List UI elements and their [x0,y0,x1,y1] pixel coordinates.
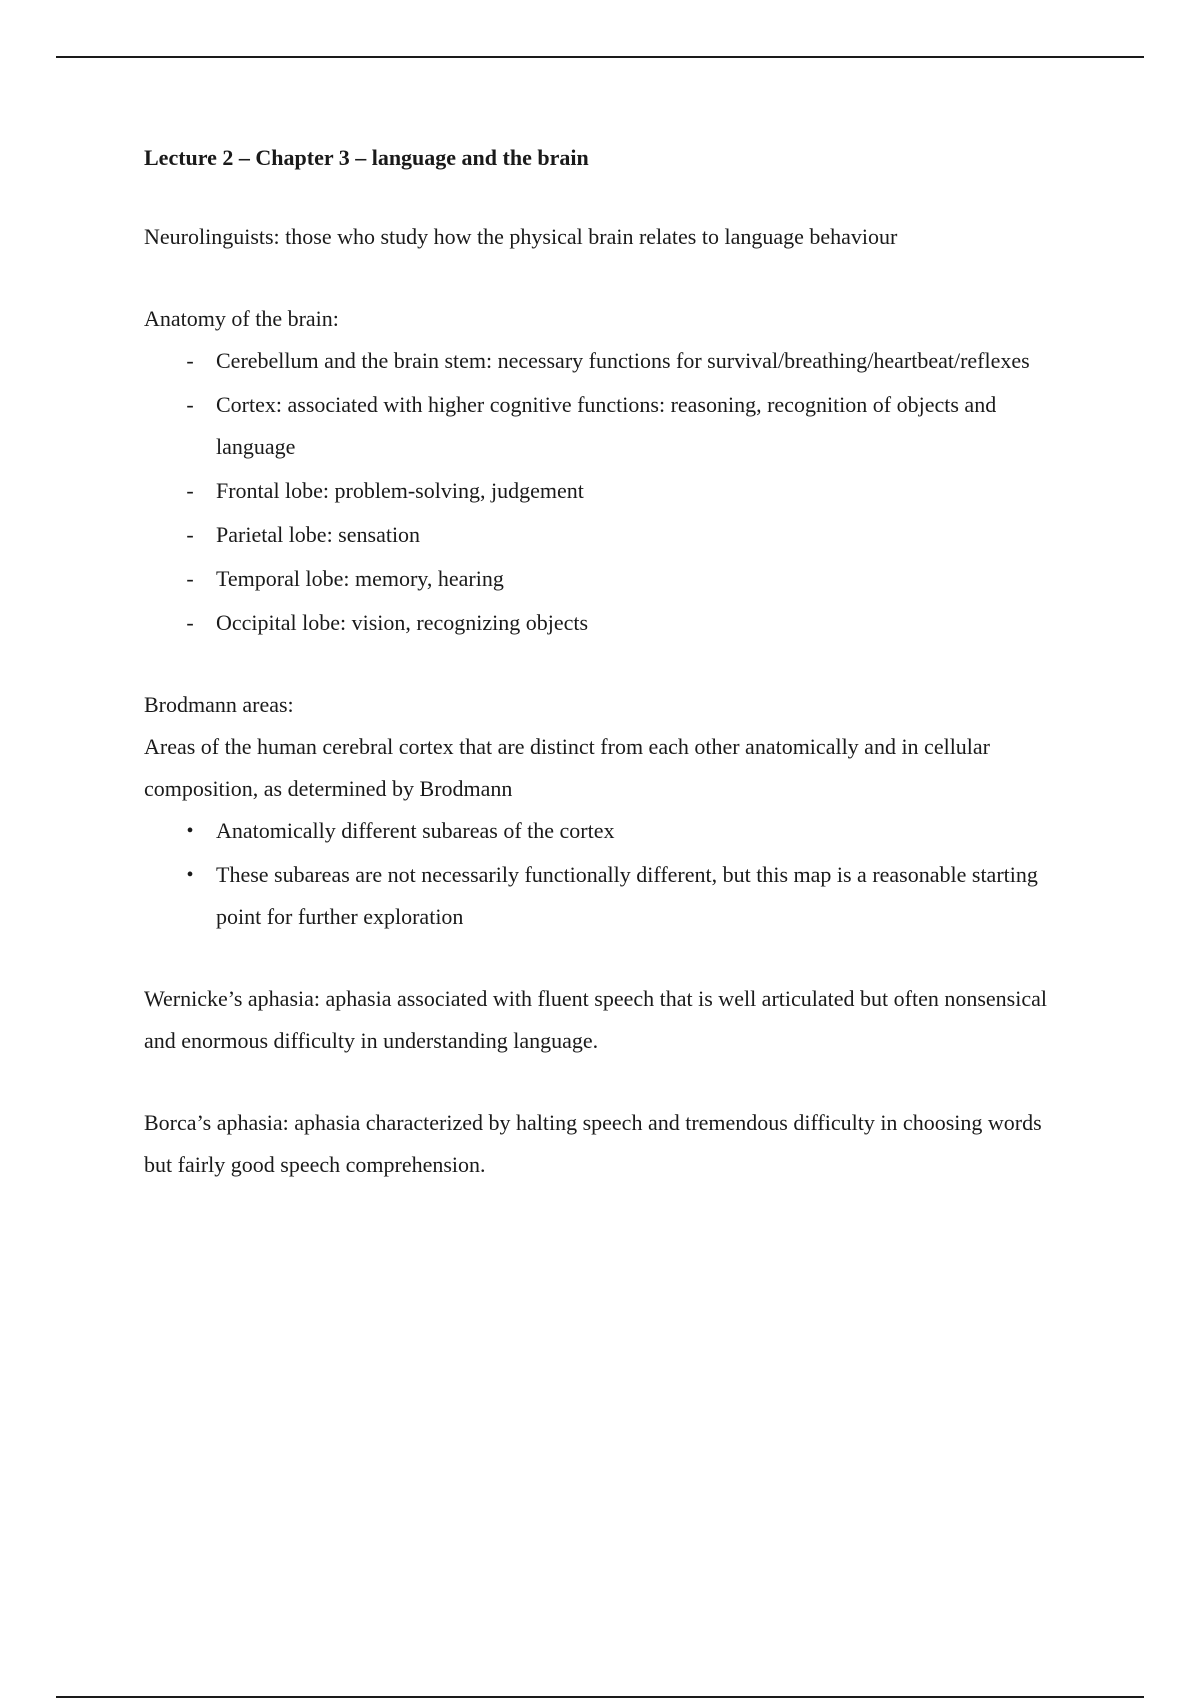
list-item: - Cerebellum and the brain stem: necessary functions for survival/breathing/heartbeat/reflexes [144,340,1064,382]
anatomy-heading: Anatomy of the brain: [144,306,339,331]
top-rule [56,56,1144,58]
page-title: Lecture 2 – Chapter 3 – language and the brain [144,145,589,170]
list-item: • These subareas are not necessarily functionally different, but this map is a reasonable starting point for further exploration [144,854,1064,938]
dash-marker: - [186,348,194,373]
list-item: - Frontal lobe: problem-solving, judgement [144,470,1064,512]
dash-marker: - [186,566,194,591]
neurolinguists-definition: Neurolinguists: those who study how the physical brain relates to language behaviour [144,224,898,249]
dash-marker: - [186,478,194,503]
brodmann-description: Areas of the human cerebral cortex that are distinct from each other anatomically and in cellular composition, as determined by Brodmann [144,734,991,801]
wernicke-definition: Wernicke’s aphasia: aphasia associated with fluent speech that is well articulated but often nonsensical and enormous difficulty in understanding language. [144,986,1047,1053]
brodmann-list [144,810,1064,938]
brodmann-heading: Brodmann areas: [144,692,294,717]
bullet-marker: • [186,864,194,886]
list-item: • Anatomically different subareas of the cortex [144,810,1064,852]
bottom-rule [56,1696,1144,1698]
document-body [144,140,1064,1226]
list-item: - Cortex: associated with higher cognitive functions: reasoning, recognition of objects and language [144,384,1064,468]
broca-definition: Borca’s aphasia: aphasia characterized by halting speech and tremendous difficulty in choosing words but fairly good speech comprehension. [144,1110,1042,1177]
list-item: - Parietal lobe: sensation [144,514,1064,556]
dash-marker: - [186,392,194,417]
dash-marker: - [186,522,194,547]
list-item: - Occipital lobe: vision, recognizing objects [144,602,1064,644]
bullet-marker: • [186,820,194,842]
dash-marker: - [186,610,194,635]
anatomy-list [144,340,1064,644]
list-item: - Temporal lobe: memory, hearing [144,558,1064,600]
